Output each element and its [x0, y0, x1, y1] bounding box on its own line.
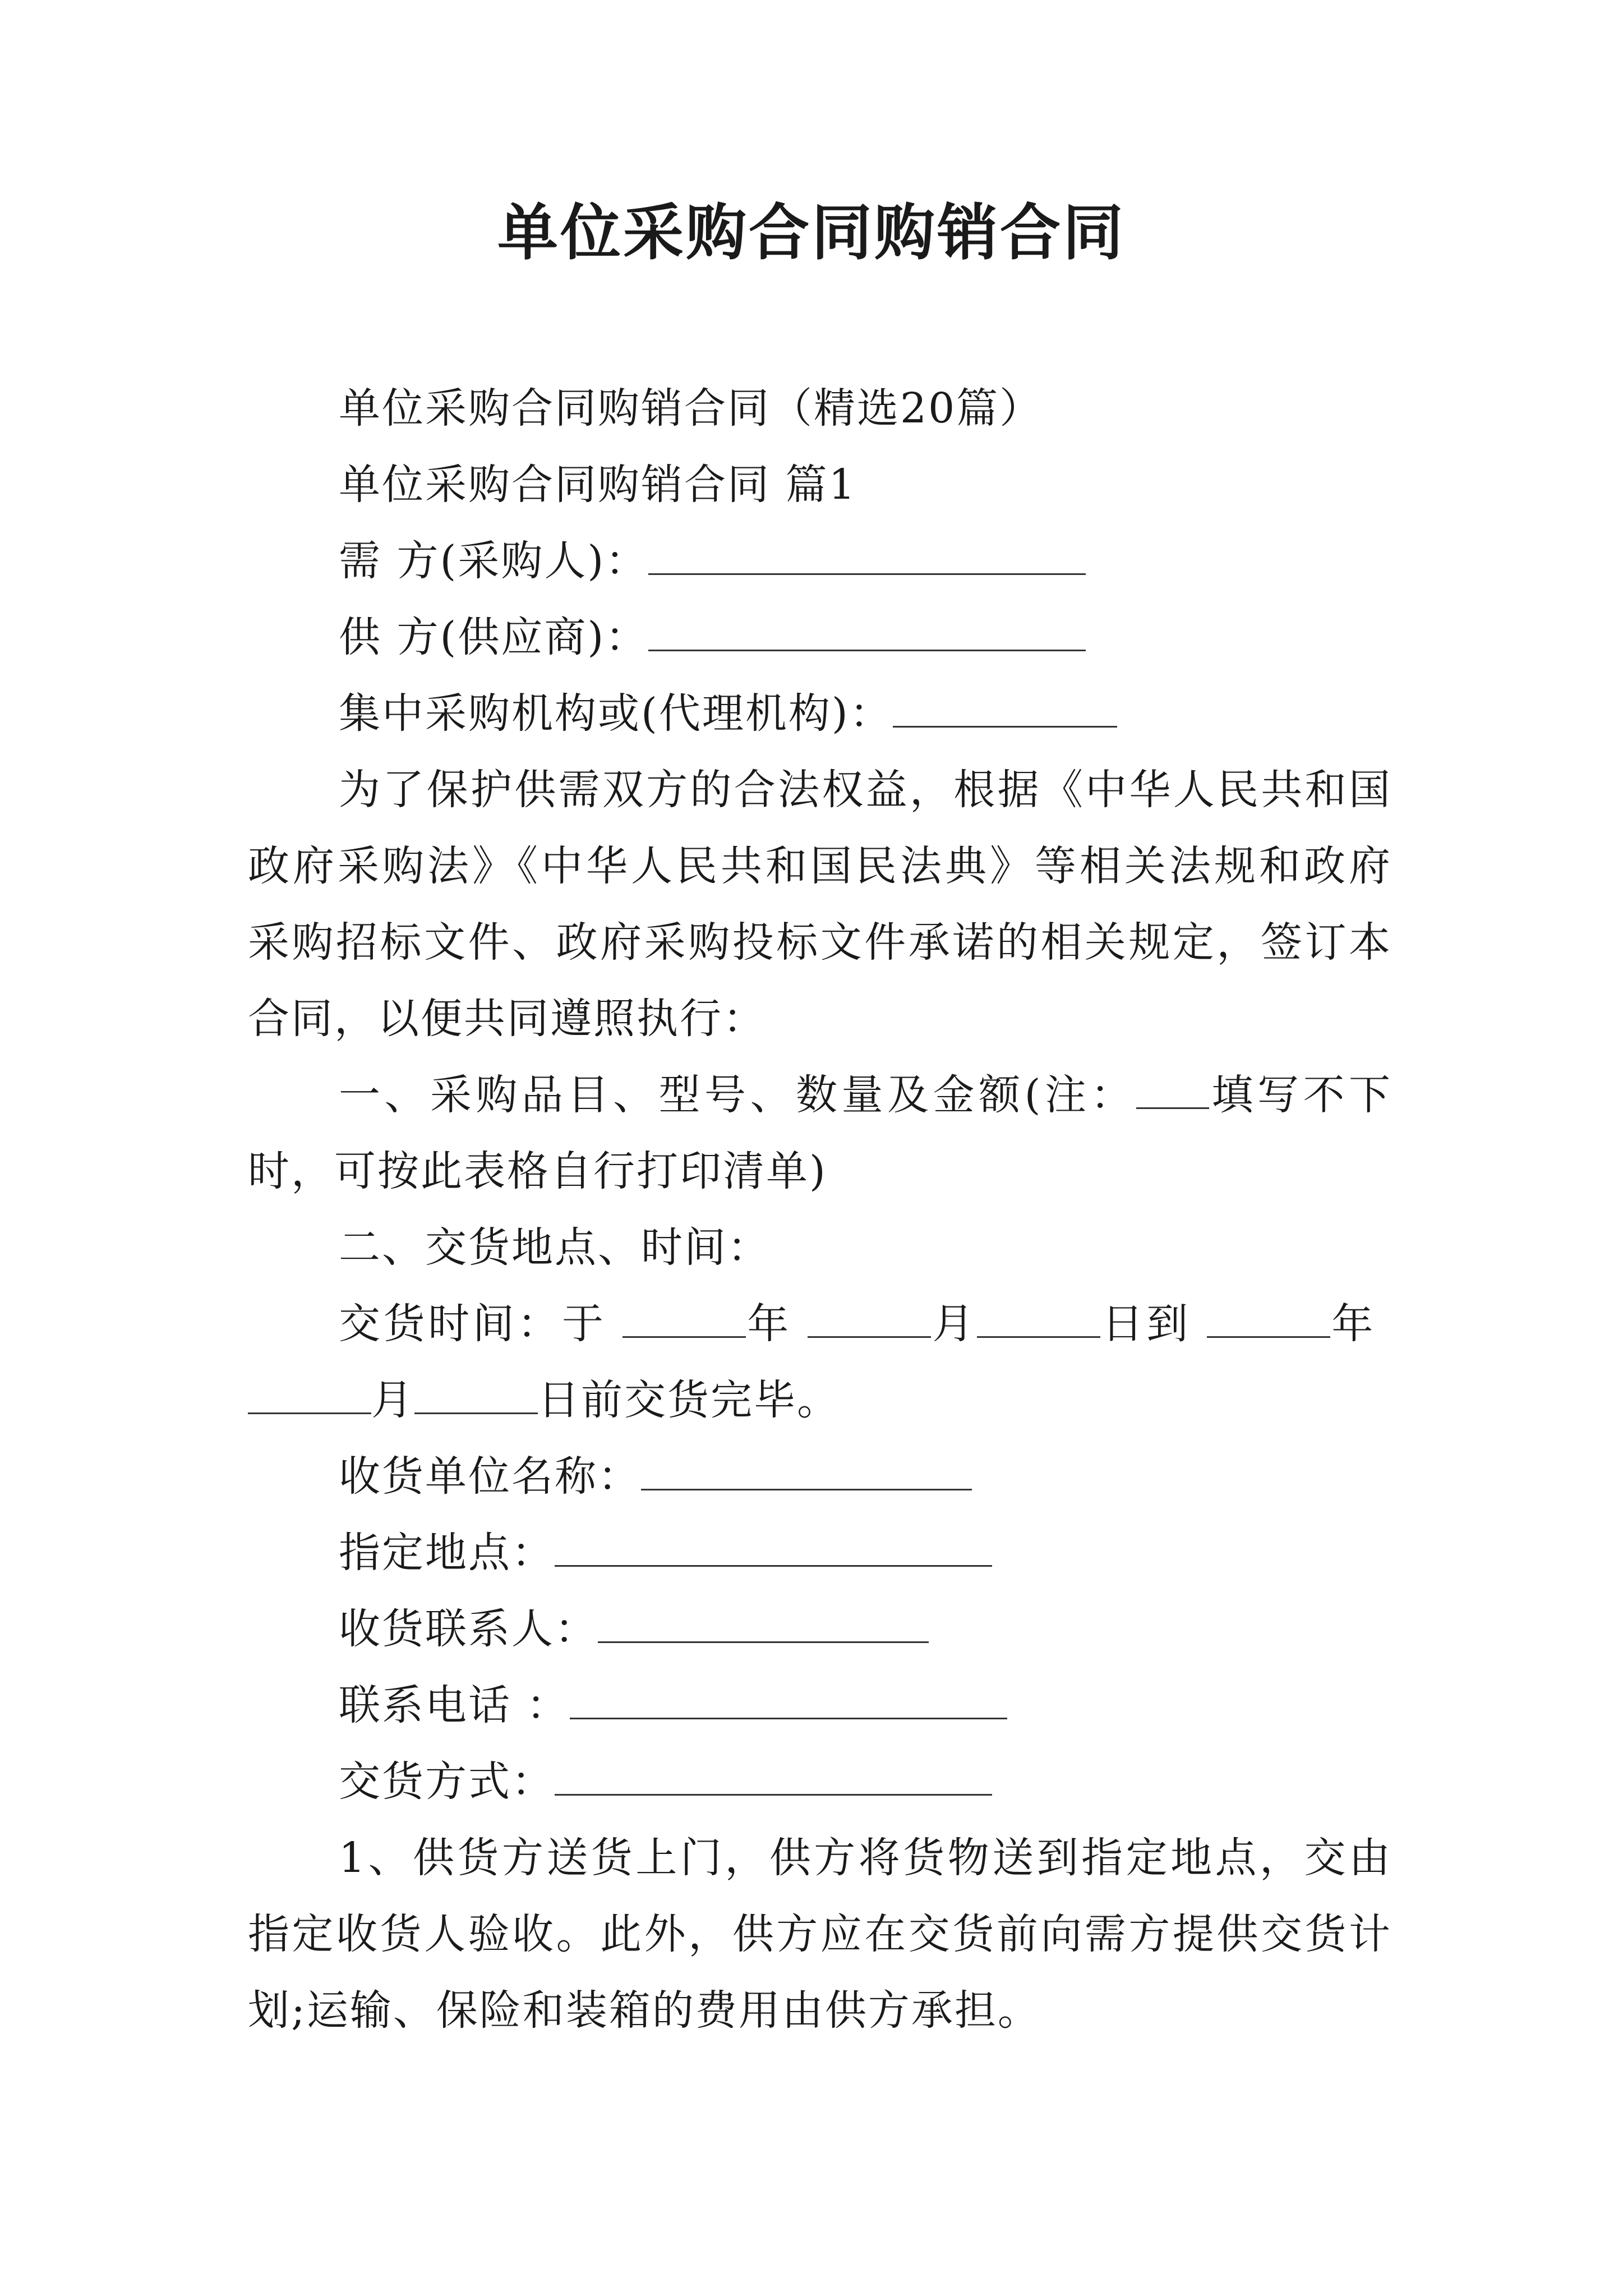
start-month-blank[interactable]: [808, 1297, 931, 1338]
receiving-contact-blank[interactable]: [598, 1602, 929, 1643]
supplier-line: [248, 599, 1392, 675]
supplier-blank[interactable]: [648, 610, 1086, 651]
phone-line: [248, 1667, 1392, 1743]
end-month-label: 月: [371, 1376, 414, 1424]
end-year-label: 年: [1330, 1300, 1377, 1348]
receiving-unit-label: 收货单位名称：: [339, 1452, 641, 1501]
document-body: [248, 370, 1392, 2049]
agency-blank[interactable]: [893, 687, 1117, 728]
phone-label: 联系电话 ：: [339, 1681, 570, 1729]
designated-place-blank[interactable]: [555, 1526, 992, 1567]
clause-1-blank[interactable]: [1136, 1068, 1209, 1109]
day-end-label: 日前交货完毕。: [538, 1376, 840, 1424]
agency-label: 集中采购机构或(代理机构)：: [339, 689, 893, 738]
delivery-method-label: 交货方式：: [339, 1757, 555, 1806]
start-day-blank[interactable]: [977, 1297, 1100, 1338]
delivery-time-prefix: 交货时间：于: [339, 1300, 607, 1348]
receiving-unit-blank[interactable]: [641, 1450, 972, 1490]
end-year-blank[interactable]: [1207, 1297, 1330, 1338]
agency-line: [248, 675, 1392, 752]
receiving-unit-line: [248, 1438, 1392, 1515]
buyer-line: [248, 523, 1392, 599]
supplier-label: 供 方(供应商)：: [339, 613, 649, 661]
phone-blank[interactable]: [570, 1678, 1007, 1719]
item-1-paragraph: 1、供货方送货上门，供方将货物送到指定地点，交由指定收货人验收。此外，供方应在交货前向需方提供交货计划;运输、保险和装箱的费用由供方承担。: [248, 1834, 1392, 2035]
buyer-blank[interactable]: [648, 534, 1086, 575]
end-month-blank[interactable]: [248, 1373, 371, 1414]
subtitle: 单位采购合同购销合同（精选20篇）: [339, 384, 1043, 432]
preamble-paragraph: 为了保护供需双方的合法权益，根据《中华人民共和国政府采购法》《中华人民共和国民法典》等相关法规和政府采购招标文件、政府采购投标文件承诺的相关规定，签订本合同，以便共同遵照执行：: [248, 766, 1392, 1043]
start-year-blank[interactable]: [623, 1297, 746, 1338]
section-heading: 单位采购合同购销合同 篇1: [339, 461, 857, 509]
delivery-time-paragraph: [248, 1286, 1392, 1438]
day-to-label: 日到: [1100, 1300, 1191, 1348]
end-day-blank[interactable]: [414, 1373, 538, 1414]
start-year-label: 年: [745, 1300, 792, 1348]
receiving-contact-line: [248, 1591, 1392, 1667]
start-month-label: 月: [930, 1300, 978, 1348]
document-title: 单位采购合同购销合同: [497, 197, 1126, 268]
delivery-method-line: [248, 1743, 1392, 1820]
clause-1-prefix: 一、采购品目、型号、数量及金额(注：: [339, 1071, 1136, 1119]
delivery-method-blank[interactable]: [555, 1755, 992, 1796]
clause-2-heading: 二、交货地点、时间：: [339, 1223, 771, 1272]
designated-place-line: [248, 1515, 1392, 1591]
designated-place-label: 指定地点：: [339, 1529, 555, 1577]
buyer-label: 需 方(采购人)：: [339, 537, 649, 585]
clause-1-suffix: 填写不下时，可按此表格自行打印清单): [248, 1071, 1393, 1195]
receiving-contact-label: 收货联系人：: [339, 1605, 598, 1653]
clause-1-paragraph: [248, 1057, 1392, 1209]
